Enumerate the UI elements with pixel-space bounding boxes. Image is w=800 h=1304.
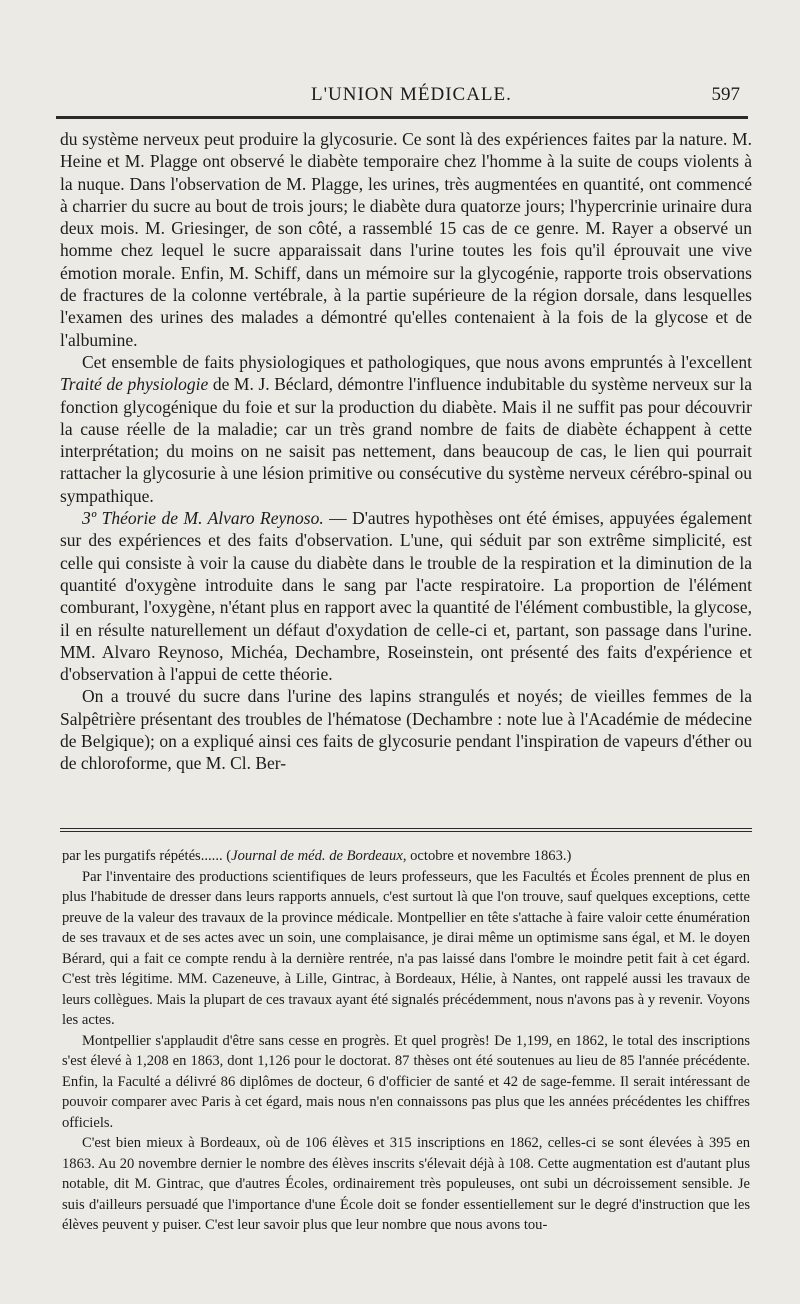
footnote-2: Par l'inventaire des productions scientifiques de leurs professeurs, que les Facultés et Écoles prennent de plus en plus l'habitude de dresser dans leurs rapports annuels, c'est surtout là que l'on trouve, sauf quelques exceptions, cette preuve de la valeur des travaux de la province médicale. Montpellier en tête s'attache à faire valoir cette énumération de ses travaux et de ses actes avec un soin, une complaisance, je dirai même un optimisme sans égal, et M. le doyen Bérard, qui a fait ce compte rendu à la dernière rentrée, n'a pas laissé dans l'ombre le moindre petit fait à cet égard. C'est très légitime. MM. Cazeneuve, à Lille, Gintrac, à Bordeaux, Hélie, à Nantes, ont rappelé aussi les travaux de leurs collègues. Mais la plupart de ces travaux ayant été signalés précédemment, nous n'avons pas à y revenir. Voyons les actes. [62, 868, 750, 1028]
book-title: Traité de physiologie [60, 374, 209, 395]
footnote-1 [62, 846, 750, 867]
main-body-text [60, 128, 752, 775]
header-rule [56, 116, 748, 119]
paragraph-2-start: Cet ensemble de faits physiologiques et pathologiques, que nous avons empruntés à l'excellent [82, 351, 752, 372]
paragraph-2 [60, 351, 752, 507]
paragraph-4: On a trouvé du sucre dans l'urine des lapins strangulés et noyés; de vieilles femmes de la Salpêtrière présentant des troubles de l'hématose (Dechambre : note lue à l'Académie de médecine de Belgique); on a expliqué ainsi ces faits de glycosurie pendant l'inspiration de vapeurs d'éther ou de chloroforme, que M. Cl. Ber- [60, 686, 752, 774]
paragraph-3 [60, 507, 752, 685]
section-heading: 3º Théorie de M. Alvaro Reynoso. [82, 508, 324, 529]
footnote-1-start: par les purgatifs répétés...... ( [62, 848, 232, 864]
paragraph-1: du système nerveux peut produire la glycosurie. Ce sont là des expériences faites par la nature. M. Heine et M. Plagge ont observé le diabète temporaire chez l'homme à la suite de coups violents à la nuque. Dans l'observation de M. Plagge, les urines, très augmentées en quantité, ont commencé à charrier du sucre au bout de trois jours; le diabète dura quatorze jours; l'hypercrinie urinaire dura deux mois. M. Griesinger, de son côté, a rassemblé 15 cas de ce genre. M. Rayer a observé un homme chez lequel le sucre apparaissait dans l'urine toutes les fois qu'il éprouvait une vive émotion morale. Enfin, M. Schiff, dans un mémoire sur la glycogénie, rapporte trois observations de fractures de la colonne vertébrale, à la partie supérieure de la région dorsale, dans lesquelles l'examen des urines des malades a démontré qu'elles contenaient à la fois de la glycose et de l'albumine. [60, 129, 752, 350]
running-title: L'UNION MÉDICALE. [311, 84, 512, 105]
footnote-1-end: , octobre et novembre 1863.) [402, 848, 572, 864]
footnote-rule [60, 828, 752, 834]
footnote-3: Montpellier s'applaudit d'être sans cesse en progrès. Et quel progrès! De 1,199, en 1862, le total des inscriptions s'est élevé à 1,208 en 1863, dont 1,126 pour le doctorat. 87 thèses ont été soutenues au lieu de 85 l'année précédente. Enfin, la Faculté a délivré 86 diplômes de docteur, 6 d'officier de santé et 42 de sage-femme. Il serait intéressant de pouvoir comparer avec Paris à cet égard, mais nous n'en connaissons pas plus que les années précédentes les chiffres officiels. [62, 1032, 750, 1131]
paragraph-2-end: de M. J. Béclard, démontre l'influence indubitable du système nerveux sur la fonction glycogénique du foie et sur la production du diabète. Mais il ne suffit pas pour découvrir la cause réelle de la maladie; car un très grand nombre de faits de diabète échappent à cette interprétation; du moins on ne saisit pas nettement, dans beaucoup de cas, le lien qui pourrait rattacher la glycosurie à une lésion primitive ou consécutive du système nerveux cérébro-spinal ou sympathique. [60, 374, 752, 506]
footnote-4: C'est bien mieux à Bordeaux, où de 106 élèves et 315 inscriptions en 1862, celles-ci se sont élevées à 395 en 1863. Au 20 novembre dernier le nombre des élèves inscrits s'élevait déjà à 108. Cette augmentation est d'autant plus notable, dit M. Gintrac, que d'autres Écoles, ordinairement très populeuses, ont subi un décroissement sensible. Je suis d'ailleurs persuadé que l'importance d'une École doit se fonder essentiellement sur le degré d'instruction que les élèves peuvent y puiser. C'est leur savoir plus que leur nombre que nous avons tou- [62, 1135, 750, 1233]
journal-title: Journal de méd. de Bordeaux [231, 848, 403, 864]
page-number: 597 [711, 84, 740, 105]
paragraph-3-text: — D'autres hypothèses ont été émises, appuyées également sur des expériences et des faits d'observation. L'une, qui séduit par son extrême simplicité, est celle qui consiste à voir la cause du diabète dans le trouble de la respiration et la diminution de la quantité d'oxygène introduite dans le sang par l'acte respiratoire. La proportion de l'élément comburant, l'oxygène, n'étant plus en rapport avec la quantité de l'élément combustible, la glycose, il en résulte naturellement un défaut d'oxydation de celle-ci et, partant, son passage dans l'urine. MM. Alvaro Reynoso, Michéa, Dechambre, Roseinstein, ont présenté des faits d'expérience et d'observation à l'appui de cette théorie. [60, 508, 752, 685]
page-header [56, 84, 746, 110]
footnotes [62, 846, 750, 1236]
